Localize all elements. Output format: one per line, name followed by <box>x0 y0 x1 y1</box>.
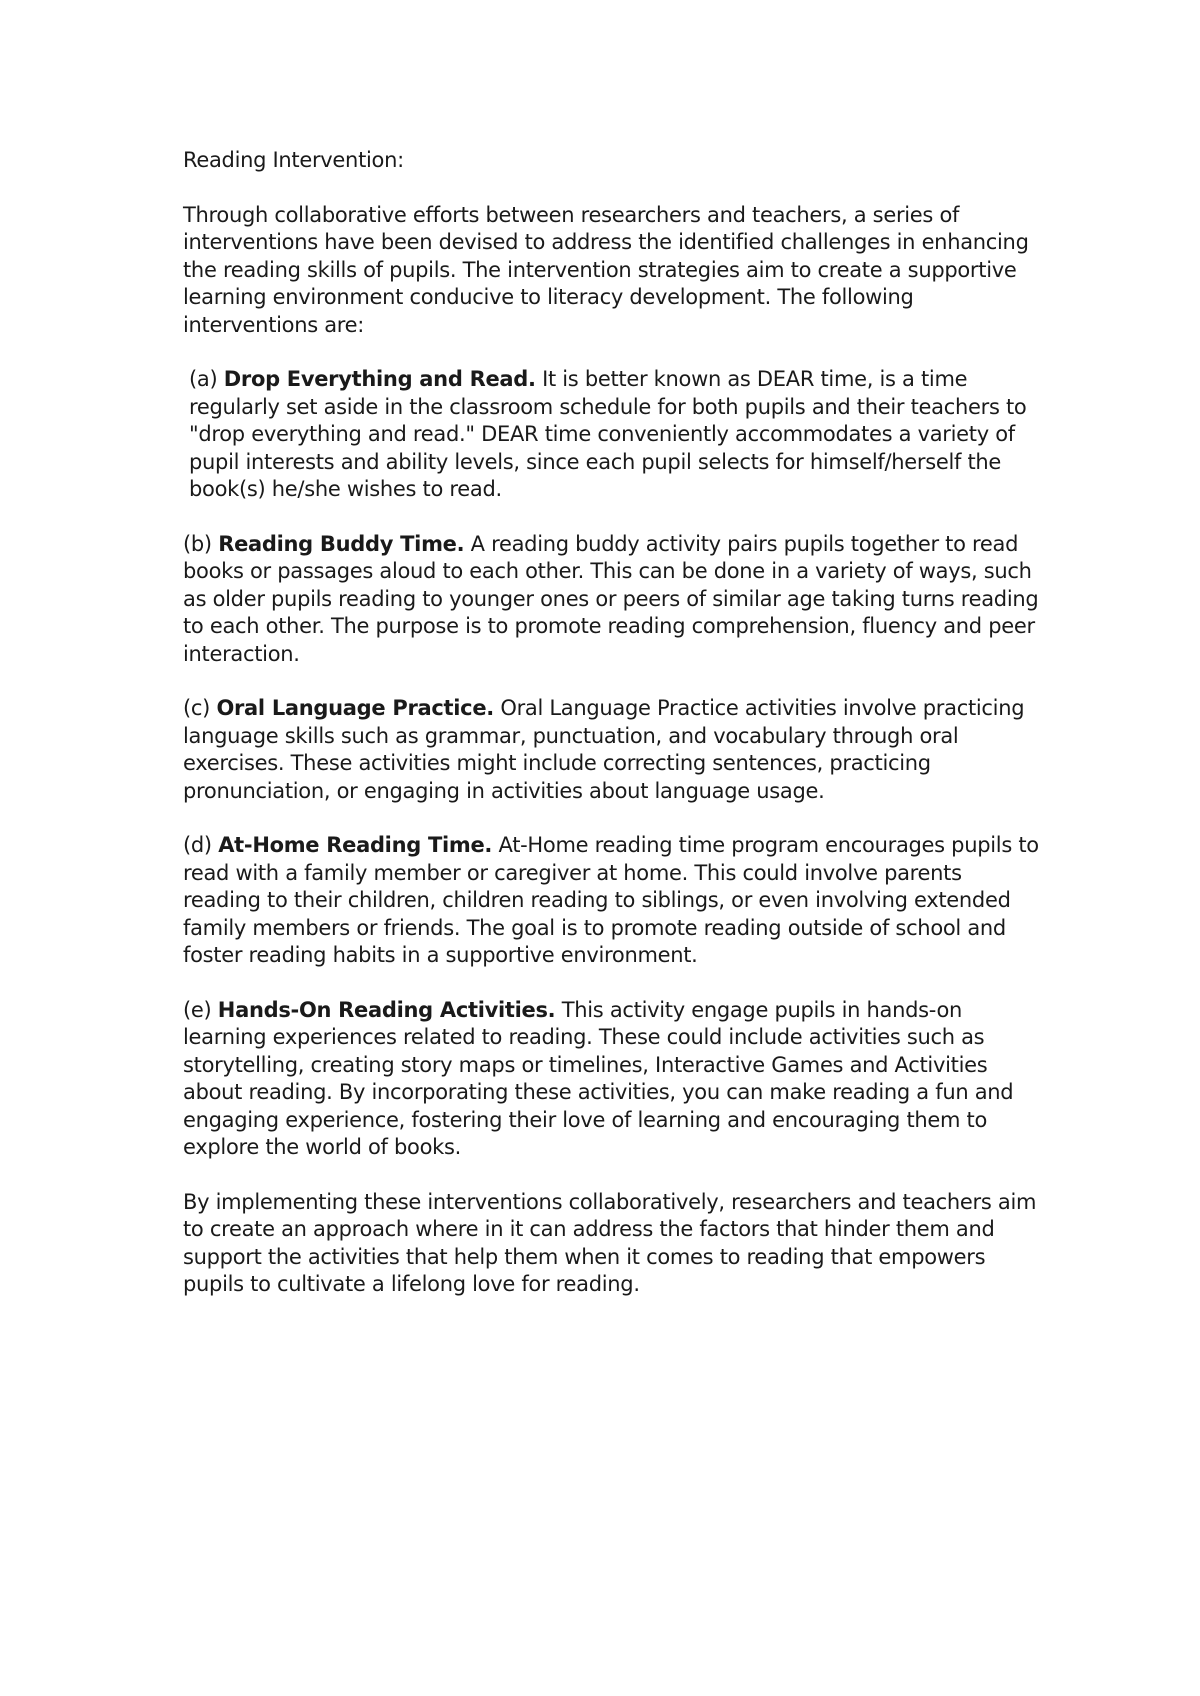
intervention-item-b <box>183 531 1043 669</box>
intervention-item-d <box>183 832 1043 970</box>
intervention-text: Oral Language Practice activities involve practicing language skills such as grammar, punctuation, and vocabulary through oral exercises. These activities might include correcting sentences, practicing pronunciation, or engaging in activities about language usage. <box>183 696 1025 803</box>
intervention-marker: (b) <box>183 531 212 556</box>
intervention-text: A reading buddy activity pairs pupils together to read books or passages aloud to each other. This can be done in a variety of ways, such as older pupils reading to younger ones or peers of similar age taking turns reading to each other. The purpose is to promote reading comprehension, fluency and peer interaction. <box>183 531 1039 666</box>
intervention-item-e <box>183 997 1043 1162</box>
document-body <box>183 147 1043 1326</box>
conclusion-paragraph: By implementing these interventions collaboratively, researchers and teachers aim to create an approach where in it can address the factors that hinder them and support the activities that help them when it comes to reading that empowers pupils to cultivate a lifelong love for reading. <box>183 1189 1037 1296</box>
intervention-text: It is better known as DEAR time, is a time regularly set aside in the classroom schedule for both pupils and their teachers to "drop everything and read." DEAR time conveniently accommodates a variety of pupil interests and ability levels, since each pupil selects for himself/herself the book(s) he/she wishes to read. <box>189 367 1027 501</box>
intervention-name: Hands-On Reading Activities. <box>217 997 556 1022</box>
intervention-name: Oral Language Practice. <box>216 696 494 720</box>
intro-paragraph: Through collaborative efforts between researchers and teachers, a series of interventions have been devised to address the identified challenges in enhancing the reading skills of pupils. The intervention strategies aim to create a supportive learning environment conducive to literacy development. The following interventions are: <box>183 202 1029 337</box>
document-title: Reading Intervention: <box>183 148 404 172</box>
intervention-item-c <box>183 695 1043 805</box>
intervention-marker: (d) <box>183 833 212 857</box>
intervention-name: Drop Everything and Read. <box>223 367 536 391</box>
intervention-text: At-Home reading time program encourages pupils to read with a family member or caregiver at home. This could involve parents reading to their children, children reading to siblings, or even involving extended family members or friends. The goal is to promote reading outside of school and foster reading habits in a supportive environment. <box>183 833 1039 967</box>
intervention-marker: (a) <box>189 367 218 391</box>
intervention-marker: (c) <box>183 696 211 720</box>
intervention-name: At-Home Reading Time. <box>218 833 493 857</box>
intervention-text: This activity engage pupils in hands-on learning experiences related to reading. These could include activities such as storytelling, creating story maps or timelines, Interactive Games and Activities about reading. By incorporating these activities, you can make reading a fun and engaging experience, fostering their love of learning and encouraging them to explore the world of books. <box>183 997 1014 1159</box>
intervention-item-a <box>183 366 1043 504</box>
intervention-name: Reading Buddy Time. <box>218 531 465 556</box>
intervention-marker: (e) <box>183 997 212 1022</box>
